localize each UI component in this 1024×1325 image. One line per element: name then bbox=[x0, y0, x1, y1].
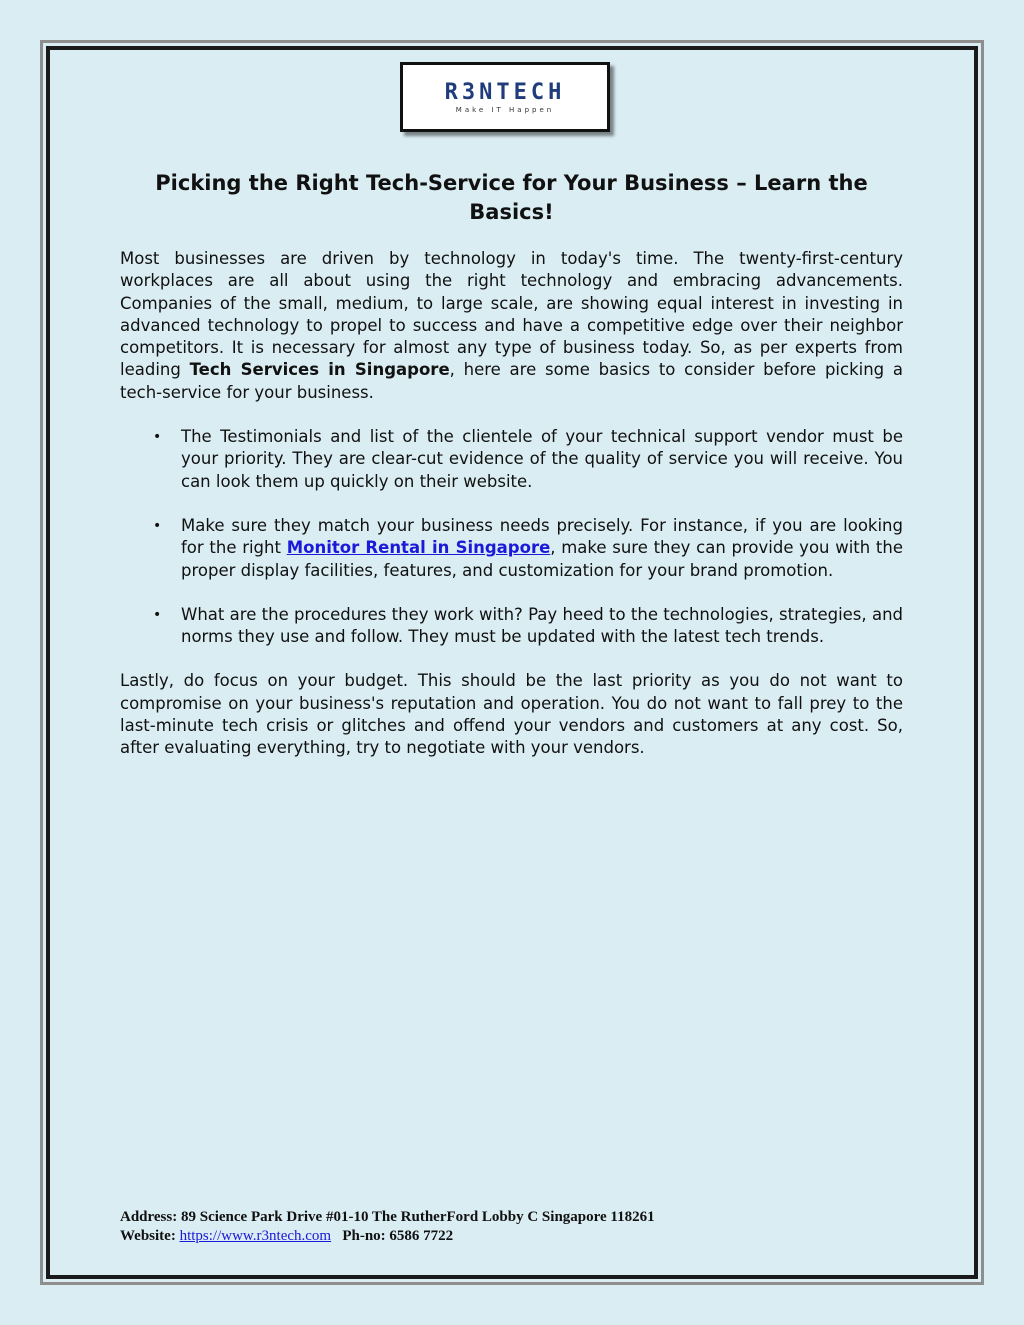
phone-number: Ph-no: 6586 7722 bbox=[342, 1228, 454, 1244]
list-item: • The Testimonials and list of the clientele of your technical support vendor must be your priority. They are clear-cut evidence of the quality of service you will receive. You can look them up quickly on their website. bbox=[153, 427, 903, 491]
closing-paragraph: Lastly, do focus on your budget. This should be the last priority as you do not want to compromise on your business's reputation and operation. You do not want to fall prey to the last-minute tech crisis or glitches and offend your vendors and customers at any cost. So, after evaluating everything, try to negotiate with your vendors. bbox=[120, 671, 903, 758]
website-line: Website: https://www.r3ntech.com Ph-no: 6586 7722 bbox=[120, 1228, 454, 1244]
intro-bold-phrase: Tech Services in Singapore bbox=[189, 360, 450, 380]
list-item: • Make sure they match your business needs precisely. For instance, if you are looking for the right Monitor Rental in Singapore, make sure they can provide you with the proper display facilities, features, and customization for your brand promotion. bbox=[153, 515, 904, 580]
bullet-icon: • bbox=[153, 606, 162, 623]
intro-paragraph: Most businesses are driven by technology in today's time. The twenty-first-century workplaces are all about using the right technology and embracing advancements. Companies of the small, medium, to large scale, are showing equal interest in investing in advanced technology to propel to success and have a competitive edge over their neighbor competitors. It is necessary for almost any type of business today. So, as per experts from leading Tech Services in Singapore, here are some basics to consider before picking a tech-service for your business. bbox=[120, 249, 903, 402]
contact-footer bbox=[120, 1208, 903, 1246]
company-logo bbox=[400, 62, 610, 132]
bullet-icon: • bbox=[153, 517, 162, 534]
r3ntech-logo-icon bbox=[403, 65, 607, 129]
tips-list bbox=[120, 426, 903, 648]
list-item: • What are the procedures they work with? Pay heed to the technologies, strategies, and norms they use and follow. They must be updated with the latest tech trends. bbox=[153, 604, 903, 647]
page-title: Picking the Right Tech-Service for Your Business – Learn the Basics! bbox=[155, 171, 868, 224]
website-link[interactable]: https://www.r3ntech.com bbox=[179, 1228, 332, 1244]
article-body bbox=[120, 248, 903, 782]
bullet-icon: • bbox=[153, 429, 162, 446]
monitor-rental-link[interactable]: Monitor Rental in Singapore bbox=[286, 538, 551, 558]
address-line: Address: 89 Science Park Drive #01-10 The RutherFord Lobby C Singapore 118261 bbox=[120, 1209, 655, 1225]
logo-brand-text: R3NTECH bbox=[444, 80, 566, 105]
logo-tagline-text: Make IT Happen bbox=[455, 106, 555, 114]
